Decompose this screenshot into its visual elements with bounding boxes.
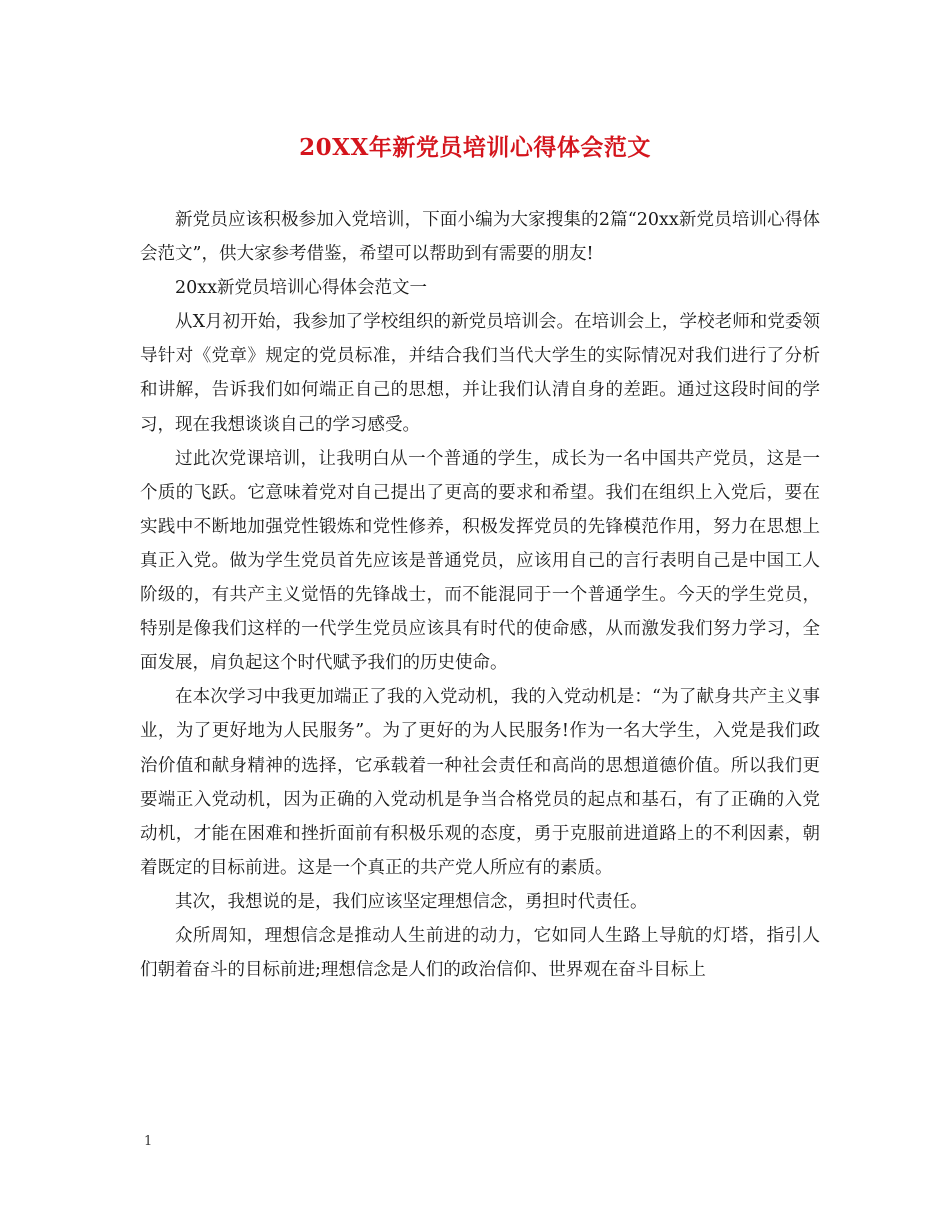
body-paragraph: 在本次学习中我更加端正了我的入党动机，我的入党动机是：“为了献身共产主义事业，为了更好地为人民服务”。为了更好的为人民服务!作为一名大学生，入党是我们政治价值和献身精神的选择，它承载着一种社会责任和高尚的思想道德价值。所以我们更要端正入党动机，因为正确的入党动机是争当合格党员的起点和基石，有了正确的入党动机，才能在困难和挫折面前有积极乐观的态度，勇于克服前进道路上的不利因素，朝着既定的目标前进。这是一个真正的共产党人所应有的素质。 xyxy=(140,687,820,878)
section-heading: 20xx新党员培训心得体会范文一 xyxy=(175,278,428,299)
body-paragraph: 其次，我想说的是，我们应该坚定理想信念，勇担时代责任。 xyxy=(175,891,648,912)
body-paragraph: 过此次党课培训，让我明白从一个普通的学生，成长为一名中国共产党员，这是一个质的飞跃。它意味着党对自己提出了更高的要求和希望。我们在组织上入党后，要在实践中不断地加强党性锻炼和党性修养，积极发挥党员的先锋模范作用，努力在思想上真正入党。做为学生党员首先应该是普通党员，应该用自己的言行表明自己是中国工人阶级的，有共产主义觉悟的先锋战士，而不能混同于一个普通学生。今天的学生党员，特别是像我们这样的一代学生党员应该具有时代的使命感，从而激发我们努力学习，全面发展，肩负起这个时代赋予我们的历史使命。 xyxy=(140,448,820,674)
document-body xyxy=(140,203,820,987)
intro-paragraph: 新党员应该积极参加入党培训，下面小编为大家搜集的2篇“20xx新党员培训心得体会范文”，供大家参考借鉴，希望可以帮助到有需要的朋友! xyxy=(140,210,820,265)
page-number: 1 xyxy=(144,1134,153,1149)
body-paragraph: 从X月初开始，我参加了学校组织的新党员培训会。在培训会上，学校老师和党委领导针对《党章》规定的党员标准，并结合我们当代大学生的实际情况对我们进行了分析和讲解，告诉我们如何端正自己的思想，并让我们认清自身的差距。通过这段时间的学习，现在我想谈谈自己的学习感受。 xyxy=(140,312,820,435)
document-title: 20XX年新党员培训心得体会范文 xyxy=(299,134,651,161)
body-paragraph: 众所周知，理想信念是推动人生前进的动力，它如同人生路上导航的灯塔，指引人们朝着奋斗的目标前进;理想信念是人们的政治信仰、世界观在奋斗目标上 xyxy=(140,925,820,981)
